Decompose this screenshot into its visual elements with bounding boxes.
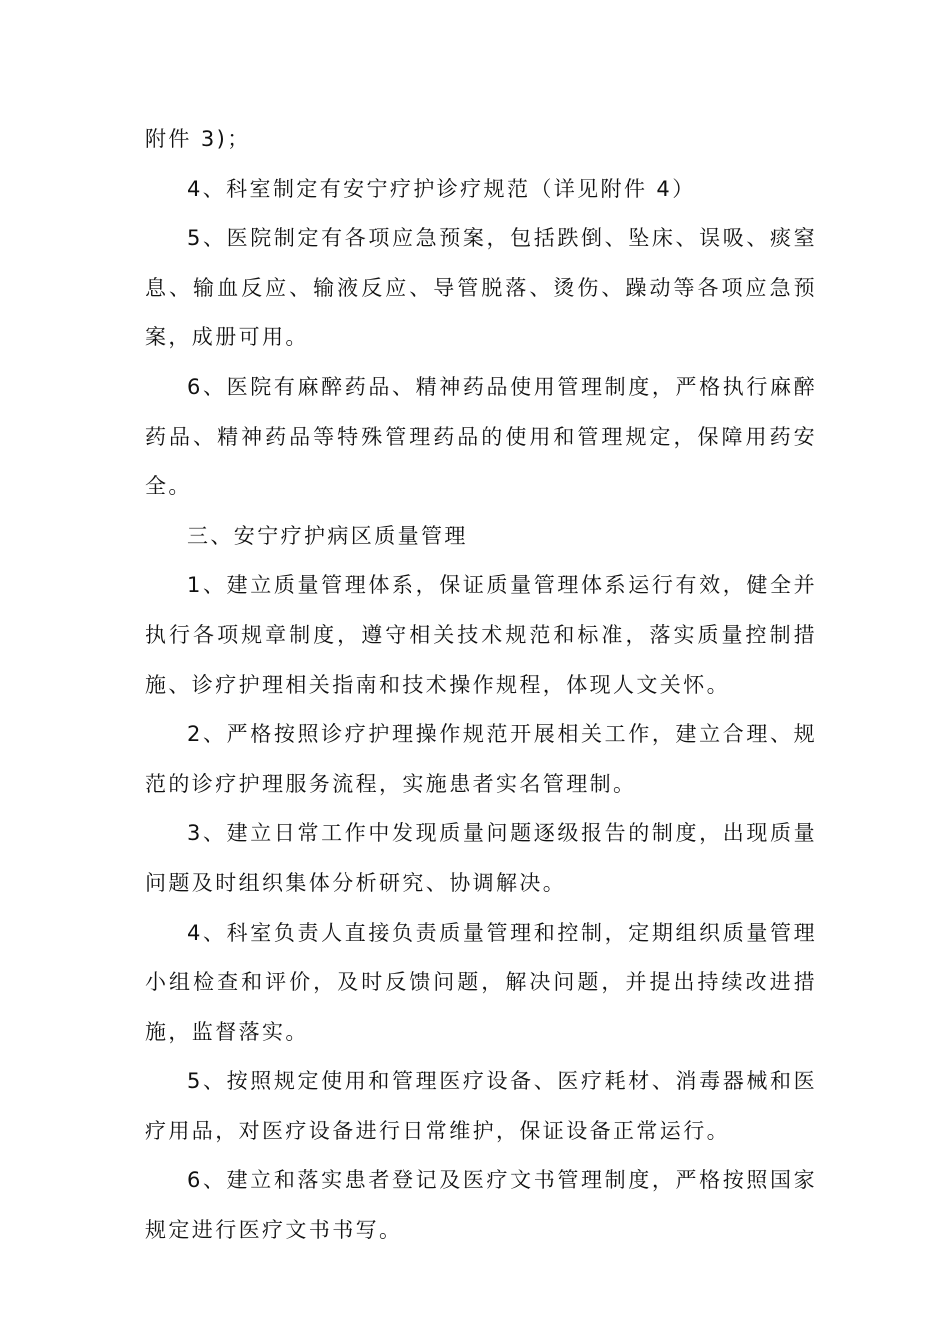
section-heading-quality-management: 三、安宁疗护病区质量管理 (187, 523, 468, 548)
document-body (145, 115, 817, 1256)
paragraph-quality-item-3: 3、建立日常工作中发现质量问题逐级报告的制度，出现质量问题及时组织集体分析研究、协调解决。 (145, 821, 817, 895)
paragraph-quality-item-1: 1、建立质量管理体系，保证质量管理体系运行有效，健全并执行各项规章制度，遵守相关技术规范和标准，落实质量控制措施、诊疗护理相关指南和技术操作规程，体现人文关怀。 (145, 573, 817, 697)
paragraph-quality-item-6: 6、建立和落实患者登记及医疗文书管理制度，严格按照国家规定进行医疗文书书写。 (145, 1168, 817, 1243)
paragraph-item-6-narcotic-drugs: 6、医院有麻醉药品、精神药品使用管理制度，严格执行麻醉药品、精神药品等特殊管理药品的使用和管理规定，保障用药安全。 (145, 374, 817, 499)
paragraph-item-4-treatment-norms: 4、科室制定有安宁疗护诊疗规范（详见附件 4） (187, 176, 696, 201)
paragraph-item-5-emergency-plans: 5、医院制定有各项应急预案，包括跌倒、坠床、误吸、痰窒息、输血反应、输液反应、导管脱落、烫伤、躁动等各项应急预案，成册可用。 (145, 226, 817, 350)
paragraph-quality-item-5: 5、按照规定使用和管理医疗设备、医疗耗材、消毒器械和医疗用品，对医疗设备进行日常维护，保证设备正常运行。 (145, 1069, 817, 1143)
paragraph-quality-item-2: 2、严格按照诊疗护理操作规范开展相关工作，建立合理、规范的诊疗护理服务流程，实施患者实名管理制。 (145, 722, 817, 796)
paragraph-attachment-3-continuation: 附件 3)； (145, 127, 251, 151)
paragraph-quality-item-4: 4、科室负责人直接负责质量管理和控制，定期组织质量管理小组检查和评价，及时反馈问题，解决问题，并提出持续改进措施，监督落实。 (145, 920, 817, 1044)
